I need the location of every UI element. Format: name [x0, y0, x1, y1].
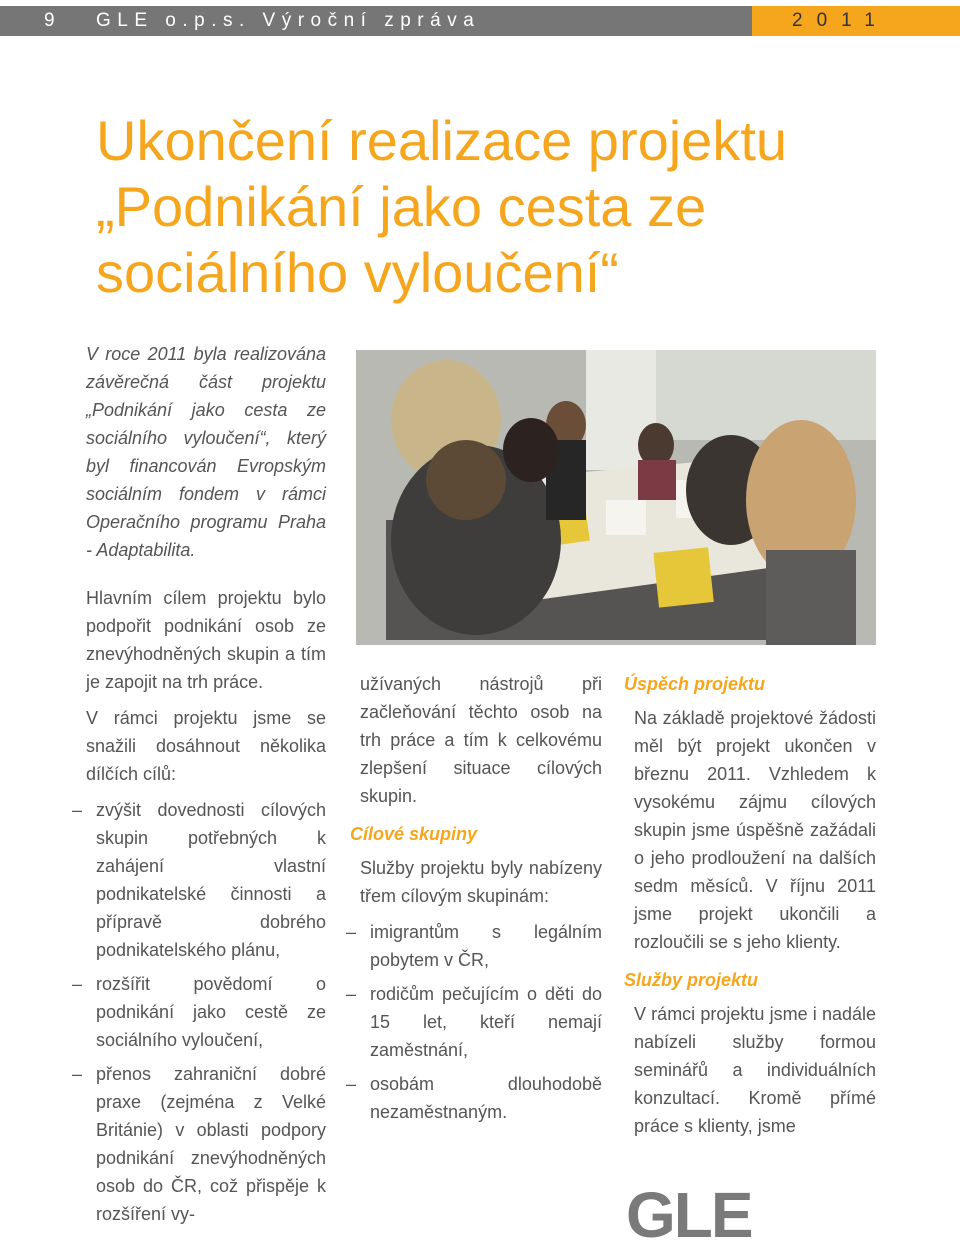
success-heading: Úspěch projektu [624, 674, 766, 694]
list-item: – zvýšit dovednosti cílových skupin potřebných k zahájení vlastní podnikatelské činnosti a přípravě dobrého podnikatelského plánu, [96, 796, 326, 964]
partial-goals-intro: V rámci projektu jsme se snažili dosáhnout několika dílčích cílů: [86, 708, 326, 784]
intro-paragraph: V roce 2011 byla realizována závěrečná část projektu „Podnikání jako cesta ze sociálního vyloučení“, který byl financován Evropským sociálním fondem v rámci Operačního programu Praha - Adaptabilita. [86, 344, 326, 560]
list-item: – imigrantům s legálním pobytem v ČR, [370, 918, 602, 974]
services-heading: Služby projektu [624, 970, 759, 990]
target-groups-heading: Cílové skupiny [350, 824, 478, 844]
workshop-photo [356, 350, 876, 645]
target-groups-intro: Služby projektu byly nabízeny třem cílovým skupinám: [360, 858, 602, 906]
services-paragraph: V rámci projektu jsme i nadále nabízeli služby formou seminářů a individuálních konzultací. Kromě přímé práce s klienty, jsme [634, 1004, 876, 1136]
year-badge: 2011 [752, 6, 960, 36]
page-number: 9 [44, 10, 62, 31]
publication-title: GLE o.p.s. Výroční zpráva [96, 10, 481, 31]
list-item: – přenos zahraniční dobré praxe (zejména z Velké Británie) v oblasti podpory podnikání znevýhodněných osob do ČR, což přispěje k rozšíření vy- [96, 1060, 326, 1228]
goal-paragraph: Hlavním cílem projektu bylo podpořit podnikání osob ze znevýhodněných skupin a tím je zapojit na trh práce. [86, 588, 326, 692]
page-title: Ukončení realizace projektu „Podnikání jako cesta ze sociálního vyloučení“ [96, 109, 788, 304]
success-paragraph: Na základě projektové žádosti měl být projekt ukončen v březnu 2011. Vzhledem k vysokému zájmu cílových skupin jsme úspěšně zažádali o jeho prodloužení na dalších sedm měsíců. V říjnu 2011 jsme projekt ukončili a rozloučili se s jeho klienty. [634, 708, 876, 952]
column-middle [350, 670, 602, 1132]
list-item: – osobám dlouhodobě nezaměstnaným. [370, 1070, 602, 1126]
list-item: – rodičům pečujícím o děti do 15 let, kteří nemají zaměstnání, [370, 980, 602, 1064]
header-bar [0, 6, 752, 36]
target-groups-list [360, 918, 602, 1126]
goals-list [86, 796, 326, 1228]
column-right [624, 670, 876, 1140]
gle-logo: GLE [626, 1179, 752, 1251]
column-left [86, 340, 326, 1234]
list-item: – rozšířit povědomí o podnikání jako cestě ze sociálního vyloučení, [96, 970, 326, 1054]
continuation-paragraph: užívaných nástrojů při začleňování těchto osob na trh práce a tím k celkovému zlepšení situace cílových skupin. [360, 674, 602, 806]
